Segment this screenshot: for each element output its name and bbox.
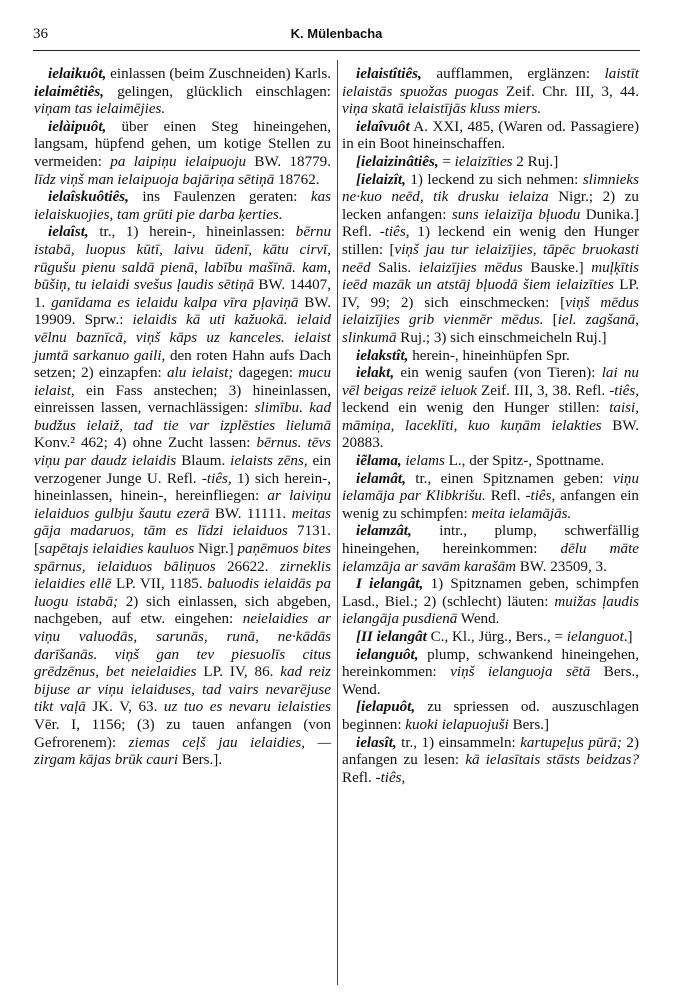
entry-text: LP. VII, 1185. — [111, 576, 208, 593]
entry-example: kā ielasītais stāsts beidzas? — [465, 752, 639, 769]
entry-text: 2) anfangen zu lesen: — [342, 734, 639, 769]
entry-text: 18762. — [274, 171, 320, 188]
entry-headword: [II ielangât — [356, 629, 427, 645]
entry-example: alu ielaist; — [166, 365, 234, 382]
entry-headword: ielàipuôt, — [48, 118, 107, 135]
entry-text: Wend. — [457, 611, 500, 628]
entry-text: = — [438, 153, 455, 170]
entry-example: meita ielamājās. — [471, 505, 572, 522]
entry-example: viņš mēdus ielaizījies grib vienmēr mēdus. — [342, 294, 639, 329]
entry-headword: [ielapuôt, — [356, 699, 416, 716]
entry-text: BW. 19909. Sprw.: — [34, 294, 332, 329]
dictionary-entry — [34, 119, 331, 189]
entry-text: Bers., Wend. — [342, 664, 639, 698]
entry-text: ein wenig saufen (von Tieren): — [394, 365, 602, 382]
entry-text: .] — [623, 629, 633, 645]
entry-headword: ielaikuôt, — [48, 66, 107, 82]
entry-example: ielaidis kā uti kažuokā. ielaid vēlnu baznīcā, viņš kāps uz kanceles. ielaist jumtā sarkanuo gaili, — [34, 312, 331, 364]
entry-headword: ielaîst, — [48, 224, 89, 241]
entry-example: slimību. kad budžus ielaiž, tad tie var izplēsties lielumā — [34, 400, 331, 434]
entry-headword: ielakstît, — [356, 347, 409, 364]
entry-example: meitas gāja madaruos, tām es līdzi ielaiduos — [34, 505, 331, 540]
entry-example: uz tuo es nevaru ielaisties — [163, 699, 331, 716]
entry-text: 2) sich einlassen, sich abgeben, nachgeben, auf etw. eingehen: — [34, 593, 331, 628]
entry-example: laistīt ielaistās spuožas puogas — [342, 66, 639, 100]
entry-text: Ruj.; 3) sich einschmeicheln Ruj.] — [396, 329, 607, 346]
entry-text: 1) Spitznamen geben, schimpfen Lasd., Biel.; 2) (schlecht) läuten: — [342, 576, 639, 610]
entry-text: ein verzogener Junge U. Refl. — [34, 453, 331, 487]
entry-text: BW. 23509, 3. — [516, 558, 607, 575]
entry-text: Dunika.] Refl. — [342, 206, 639, 241]
entry-example: suns ielaizīja bļuodu — [451, 206, 581, 223]
page-number: 36 — [33, 26, 48, 42]
entry-headword: ielanguôt, — [356, 646, 419, 663]
entry-text: tr., 1) einsammeln: — [396, 734, 521, 751]
entry-headword: ielaîvuôt — [356, 118, 410, 135]
entry-headword: [ielaizinâtiês, — [356, 153, 439, 170]
entry-text: 26622. — [215, 558, 280, 575]
entry-example: paņēmuos bites spārnus, ielaiduos bāliņuos — [34, 541, 331, 575]
entry-example: -tiês, — [375, 769, 406, 786]
entry-text: dagegen: — [233, 365, 299, 382]
entry-text: gelingen, glücklich einschlagen: — [104, 83, 331, 100]
entry-example: līdz viņš man ielaipuoja bajāriņa sētiņā — [34, 171, 275, 188]
dictionary-entry — [342, 119, 639, 154]
entry-example: kuoki ielapuojuši — [405, 716, 509, 733]
entry-headword: ielakt, — [356, 365, 395, 382]
entry-example: ielaizījies mēdus — [418, 259, 523, 276]
entry-example: ziemas ceļš jau ielaidies, — zirgam kājas brūk cauri — [34, 734, 331, 769]
entry-text: den roten Hahn aufs Dach setzen; 2) einzapfen: — [34, 347, 331, 382]
entry-text: 1) leckend ein wenig den Hunger stillen: [ — [342, 224, 639, 258]
entry-text: über einen Steg hineingehen, langsam, hüpfend gehen, um kotige Stellen zu vermeiden: — [34, 118, 331, 170]
entry-text: Bers.] — [508, 716, 550, 733]
entry-headword: ielamzât, — [356, 523, 412, 540]
entry-headword: iẽlama, — [356, 453, 402, 470]
entry-text: Refl. — [485, 488, 526, 505]
entry-example: baluodis ielaidās pa luogu istabā; — [34, 576, 332, 610]
entry-example: ielaists zēns, — [230, 453, 308, 470]
entry-text: [ — [543, 312, 558, 329]
entry-text: LP. IV, 99; 2) sich einschmecken: [ — [342, 277, 639, 311]
dictionary-entry — [342, 348, 639, 366]
entry-example: kartupeļus pūrā; — [520, 734, 622, 751]
dictionary-entry — [342, 523, 639, 576]
entry-headword: ielaistîtiês, — [356, 66, 422, 82]
running-title: K. Mülenbacha — [290, 26, 383, 41]
entry-example: pa laipiņu ielaipuoju — [110, 153, 247, 170]
page-header — [33, 22, 640, 46]
entry-text: Refl. — [342, 769, 376, 786]
left-column — [34, 66, 331, 770]
entry-example: -tiês, — [525, 488, 556, 505]
entry-example: ar laiviņu ielaiduos gulbju šautu ezerā — [34, 488, 331, 522]
entry-example: dēlu māte ielamzāja ar savām karašām — [342, 541, 639, 575]
dictionary-entry — [342, 66, 639, 119]
entry-example: -tiês, — [609, 382, 639, 399]
entry-example: ielams — [405, 453, 445, 470]
dictionary-entry — [342, 735, 639, 788]
entry-example: ielanguot — [566, 629, 624, 645]
entry-example: muļķītis ieēd mazāk un atstāj bļuodā šiem ielaizīties — [342, 259, 640, 294]
entry-example: bērnus. tēvs viņu par daudz ielaidis — [34, 435, 331, 470]
entry-text: Vēr. I, 1156; (3) zu tauen anfangen (von Gefrorenem): — [34, 716, 331, 751]
entry-text: JK. V, 63. — [85, 699, 164, 716]
entry-text: intr., plump, schwerfällig hineingehen, hereinkommen: — [342, 523, 639, 558]
dictionary-entry — [34, 224, 331, 769]
dictionary-entry — [342, 471, 639, 524]
entry-example: -tiês, — [379, 224, 410, 241]
dictionary-entry — [34, 189, 331, 224]
dictionary-entry — [342, 154, 639, 172]
entry-text: BW. 14407, 1. — [34, 277, 331, 311]
dictionary-entry — [342, 172, 639, 348]
entry-text: plump, schwankend hineingehen, hereinkommen: — [342, 646, 639, 681]
entry-text: 2 Ruj.] — [512, 153, 559, 170]
dictionary-entry — [342, 647, 639, 700]
entry-text: aufflammen, erglänzen: — [421, 66, 605, 82]
entry-example: ielaizīties — [454, 153, 513, 170]
entry-example: bērnu istabā, luopus kūtī, laivu ūdenī, kātu cirvī, rūgušu pienu saldā pienā, labību mašīnā. kam, būšiņ, tu ielaidi svešus ļaudis sētiņā — [34, 224, 331, 294]
entry-text: LP. IV, 86. — [196, 664, 281, 681]
entry-example: sapētajs ielaidies kauluos — [39, 541, 195, 558]
entry-text: BW. 18779. — [246, 153, 331, 170]
entry-text: Bers.]. — [178, 752, 223, 769]
entry-text: zu spriessen od. auszuschlagen beginnen: — [342, 699, 639, 733]
entry-example: iel. zagšanā, slinkumā — [342, 312, 639, 346]
entry-subheadword: ielaimêtiês, — [34, 83, 105, 100]
entry-example: viņa skatā ielaistījās kluss miers. — [342, 101, 542, 118]
dictionary-entry — [342, 453, 639, 471]
dictionary-entry — [342, 629, 639, 647]
entry-example: zirneklis ielaidies ellē — [34, 558, 331, 593]
entry-text: tr., einen Spitznamen geben: — [405, 470, 613, 487]
entry-text: A. XXI, 485, (Waren od. Passagiere) in ein Boot hineinschaffen. — [342, 118, 639, 153]
entry-example: kad reiz bijuse ar viņu ielaiduses, tad vairs nevarējuse tikt vaļā — [34, 664, 331, 716]
entry-text: BW. 20883. — [342, 417, 639, 452]
entry-example: muižas ļaudis ielangāja pusdienā — [342, 593, 639, 628]
dictionary-entry — [342, 699, 639, 734]
entry-example: mucu ielaist, — [34, 365, 331, 399]
column-divider — [337, 60, 338, 985]
entry-text: Bauske.] — [522, 259, 592, 276]
entry-example: ganīdama es ielaidu kalpa vīra pļaviņā — [51, 294, 299, 311]
entry-text: anfangen ein wenig zu schimpfen: — [342, 488, 639, 522]
header-rule — [33, 50, 640, 51]
entry-headword: ielasît, — [356, 734, 397, 751]
entry-text: Konv.² 462; 4) ohne Zucht lassen: — [34, 435, 257, 452]
entry-text: C., Kl., Jürg., Bers., = — [426, 629, 567, 645]
dictionary-entry — [342, 576, 639, 629]
entry-example: slimnieks ne·kuo neēd, tik drusku ielaiza — [342, 171, 639, 206]
dictionary-entry — [34, 66, 331, 119]
entry-headword: [ielaizît, — [356, 171, 406, 188]
entry-text: Nigr.] — [194, 541, 238, 558]
entry-example: lai nu vēl beigas reizē ieluok — [342, 365, 639, 399]
entry-example: -tiês, — [201, 470, 232, 487]
entry-text: Zeif. III, 3, 38. Refl. — [476, 382, 610, 399]
entry-example: neielaidies ar viņu valuodās, sarunās, runā, ne·kādās darīšanās. viņš gan tev piesuolīs citus grēdzēnus, bet neielaidies — [34, 611, 331, 681]
entry-text: herein-, hineinhüpfen Spr. — [408, 347, 570, 364]
entry-example: viņš ielanguoja sētā — [450, 664, 591, 681]
entry-example: kas ielaiskuojies, tam grūti pie darba ķerties. — [34, 189, 331, 223]
entry-headword: ielamât, — [356, 470, 406, 487]
entry-text: tr., 1) herein-, hineinlassen: — [88, 224, 296, 241]
entry-text: 1) sich herein-, hineinlassen, hinein-, hereinfliegen: — [34, 470, 331, 505]
entry-example: viņš jau tur ielaizījies, tāpēc bruokasti neēd — [342, 241, 640, 276]
entry-text: Salis. — [370, 259, 419, 276]
entry-text: ein Fass anstechen; 3) hineinlassen, einreissen lassen, vernachlässigen: — [34, 382, 331, 417]
entry-headword: ielaîskuôtiês, — [48, 189, 129, 206]
entry-text: ins Faulenzen geraten: — [128, 189, 311, 206]
entry-example: viņu ielamāja par Klibkrišu. — [342, 470, 639, 505]
dictionary-entry — [342, 365, 639, 453]
entry-text: einlassen (beim Zuschneiden) Karls. — [106, 66, 331, 82]
entry-example: taisi, māmiņa, laceklīti, kuo kuņām ielakties — [342, 400, 639, 434]
entry-text: L., der Spitz-, Spottname. — [444, 453, 605, 470]
entry-example: viņam tas ielaimējies. — [34, 101, 166, 118]
entry-headword: I ielangât, — [356, 576, 424, 593]
entry-text: 7131. [ — [34, 523, 332, 558]
entry-text: Zeif. Chr. III, 3, 44. — [498, 83, 639, 100]
entry-text: Blaum. — [176, 453, 231, 470]
entry-text: BW. 11111. — [209, 505, 292, 522]
entry-text: leckend ein wenig den Hunger stillen: — [342, 400, 610, 417]
right-column — [342, 66, 639, 787]
entry-text: 1) leckend zu sich nehmen: — [405, 171, 583, 188]
entry-text: Nigr.; 2) zu lecken anfangen: — [342, 189, 639, 223]
